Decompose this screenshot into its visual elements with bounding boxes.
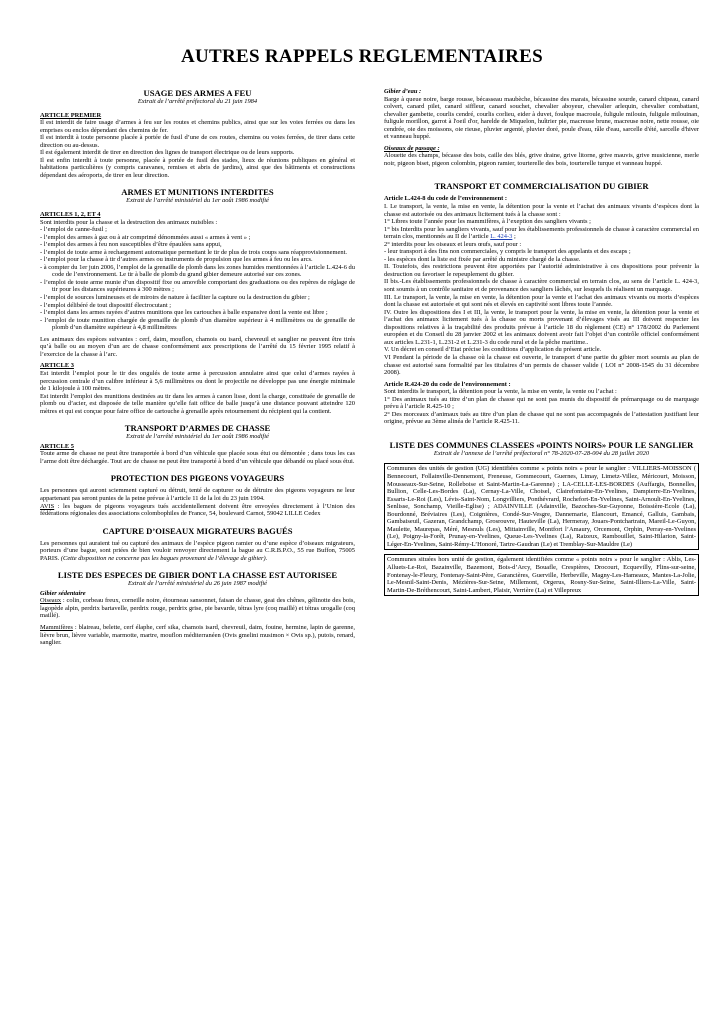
section-title-armes-a-feu: USAGE DES ARMES A FEU [143,88,252,98]
paragraph: Alouette des champs, bécasse des bois, caille des blés, grive draine, grive litorne, grive mauvis, grive musicienne, merle noir, pigeon biset, pigeon colombin, pigeon ramier, tourterelle des bois, tourterelle turque et vanneau huppé. [384,152,699,167]
list-item: - l’emploi de canne-fusil ; [40,226,107,234]
section-title-transport-gibier: TRANSPORT ET COMMERCIALISATION DU GIBIER [434,181,649,192]
list-item: - l’emploi pour la chasse à tir d’autres armes ou instruments de propulsion que les armes à feu ou les arcs. [40,256,313,264]
paragraph: VI Pendant la période de la chasse où la chasse est ouverte, le transport d’une partie du gibier mort soumis au plan de chasse est autorisé sans formalité par les titulaires d’un permis de chasser valide ( LOI n° 2008-1545 du 31 décembre 2008). [384,353,699,377]
paragraph: Il est interdit de faire usage d’armes à feu sur les routes et chemins publics, ainsi que sur les voies ferrées ou dans les emprises ou enclos dépendant des chemins de fer. [40,119,355,134]
section-source: Extrait de l’arrêté ministériel du 1er août 1986 modifié [126,197,269,205]
paragraph: 1° Libres toute l’année pour les mammifères, à l’exeption des sangliers vivants ; [384,218,591,226]
section-title-points-noirs: LISTE DES COMMUNES CLASSEES «POINTS NOIRS» POUR LE SANGLIER [389,439,694,450]
article-heading: Article R.424-20 du code de l’environnement : [384,380,511,388]
oiseaux-label: Oiseaux [40,597,62,605]
paragraph: Il est enfin interdit à toute personne, placée à portée de fusil des stades, lieux de réunions publiques en général et habitations particulières (y compris caravanes, remises et abris de jardins), ainsi que des bâtiments et constructions dépendant des aéroports, de tirer en leur direction. [40,156,355,179]
list-item: - l’emploi des armes à feu non susceptibles d’être épaulées sans appui, [40,241,222,249]
page-title: AUTRES RAPPELS REGLEMENTAIRES [180,46,544,67]
paragraph: Est interdit l’emploi des munitions destinées au tir dans les armes à canon lisse, dont la charge, constituée de grenaille de plomb ou d’acier, est disposée de telle manière qu’elle fait office de balle jusqu’à une distance pouvant atteindre 120 mètres et qui est conçue pour faire office de cartouche à grenaille après retournement du récipient qui la contient. [40,392,355,415]
paragraph: Il est également interdit de tirer en direction des lignes de transport électrique ou de leurs supports. [40,149,295,157]
list-item: - à compter du 1er juin 2006, l’emploi de la grenaille de plomb dans les zones humides mentionnées à l’article L.424-6 du code de l’environnement. Le tir à balle de plomb du grand gibier demeure autorisé sur ces zones. [40,263,355,279]
avis-label: AVIS [40,502,55,510]
mammiferes-label: Mammifères [40,623,73,631]
oiseaux-text: : colin, corbeau freux, corneille noire, étourneau sansonnet, faisan de chasse, geai des chênes, gélinotte des bois, lagopède alpin, perdrix bartavelle, perdrix rouge, perdrix grise, pie bavarde, tétras lyre (coq maillé) et tétras urogalle (coq maillé). [40,597,355,620]
section-source: Extrait de l’annexe de l’arrêté préfectoral n° 78-2020-07-28-004 du 28 juillet 2020 [433,449,650,457]
section-title-armes-munitions: ARMES ET MUNITIONS INTERDITES [121,187,274,198]
paragraph: - leur transport à des fins non commerciales, y compris le transport des appelants et des escaps ; [384,248,631,256]
paragraph: I. Le transport, la vente, la mise en vente, la détention pour la vente et l’achat des animaux vivants d’espèces dont la chasse est autorisée ou des animaux licitement tués à la chasse sont : [384,203,699,218]
section-source: Extrait de l’arrêté ministériel du 26 juin 1987 modifié [127,580,268,588]
bis-tail: ; [512,233,516,241]
article-link[interactable]: L. 424-3 [490,233,513,241]
article-heading: ARTICLE 5 [40,442,74,450]
paragraph: Sont interdits pour la chasse et la destruction des animaux nuisibles : [40,218,218,226]
article-heading: ARTICLE 3 [40,362,74,370]
paragraph [384,226,699,241]
paragraph: 2° interdits pour les oiseaux et leurs œufs, sauf pour : [384,240,522,248]
section-source: Extrait de l’arrêté ministériel du 1er août 1986 modifié [126,433,269,441]
article-heading: ARTICLE PREMIER [40,111,102,119]
paragraph: Barge à queue noire, barge rousse, bécasseau maubèche, bécassine des marais, bécassine sourde, canard chipeau, canard colvert, canard pilet, canard siffleur, canard souchet, chevalier aboyeur, chevalier arlequin, chevalier combattant, chevalier gambette, courlis cendré, courlis corlieu, eider à duvet, foulque macroule, fuligule milouin, fuligule milouinan, fuligule morillon, garrot à l'oeil d'or, harelde de Miquelon, huîtrier pie, macreuse brune, macreuse noire, nette rousse, oie cendrée, oie des moissons, oie rieuse, pluvier argenté, pluvier doré, poule d'eau, râle d'eau, sarcelle d'été, sarcelle d'hiver et vanneau huppé. [384,95,699,141]
paragraph [40,597,355,620]
subheading-oiseaux-passage: Oiseaux de passage : [384,144,440,152]
capture-note: (Cette disposition ne concerne pas les bagues provenant de l’élevage de gibier). [59,554,268,562]
paragraph: Toute arme de chasse ne peut être transportée à bord d’un véhicule que placée sous étui ou démontée ; dans tous les cas l’arme doit être déchargée. Tout arc de chasse ne peut être transporté à bord d’un véhicule que débandé ou placé sous étui. [40,450,355,465]
list-item: - l’emploi de toute munition chargée de grenaille de plomb d’un diamètre supérieur à 4 millimètres ou de grenaille de plomb d’un diamètre supérieur à 4,8 millimètres [40,316,355,332]
section-title-pigeons-voyageurs: PROTECTION DES PIGEONS VOYAGEURS [110,473,285,484]
section-title-oiseaux-bagues: CAPTURE D’OISEAUX MIGRATEURS BAGUÉS [102,525,293,536]
paragraph: Il est interdit à toute personne placée à portée de fusil d’une de ces routes, chemins ou voies ferrées, de tirer dans cette direction ou au-dessus. [40,134,355,149]
paragraph: V. Un décret en conseil d’Etat précise les conditions d’application du présent article. [384,346,602,354]
section-title-transport-armes: TRANSPORT D’ARMES DE CHASSE [124,423,271,434]
paragraph: IV. Outre les dispositions des I et III, la vente, le transport pour la vente, la mise en vente, la détention pour la vente et l’achat des animaux licitement tués à la chasse ou morts provenant d’élevages visés au III doivent respecter les dispositions relatives à la traçabilité des produits prévue à l’article 18 du règlement (CE) n° 178/2002 du Parlement européen et du Conseil du 28 janvier 2002 et les animaux doivent avoir fait l’objet d’un contrôle officiel conformément aux articles L.231-1, L.231-2 et L.231-3 du code rural et de la pêche maritime.. [384,308,699,346]
section-source: Extrait de l’arrêté préfectoral du 21 juin 1984 [137,98,258,105]
paragraph: Est interdit l’emploi pour le tir des ongulés de toute arme à percussion annulaire ainsi que celui d’armes rayées à percussion centrale d’un calibre inférieur à 5,6 millimètres ou dont le projectile ne développe pas une énergie minimale de 1 kilojoule à 100 mètres. [40,369,355,393]
avis-paragraph [40,503,355,518]
paragraph: II bis.-Les établissements professionnels de chasse à caractère commercial en terrain clos, au sens de l’article L. 424-3, sont soumis à un contrôle sanitaire et de provenance des sangliers lâchés, sur lesquels ils réalisent un marquage. [384,278,699,294]
paragraph: - les espèces dont la liste est fixée par arrêté du ministre chargé de la chasse. [384,255,581,263]
list-item: - l’emploi dans les armes rayées d’autres munitions que les cartouches à balle expansive dont la vente est libre ; [40,309,328,317]
bis-text: 1° bis Interdits pour les sangliers vivants, sauf pour les établissements professionnels de chasse à caractère commercial en terrain clos, mentionnés au II de l’article [384,225,699,241]
communes-ug-box: Communes des unités de gestion (UG) identifiées comme « points noirs » pour le sanglier : VILLIERS-MOISSON ( Bennecourt, Follainville-Dennemont, Freneuse, Gommecourt, Guernes, Limay, Limetz-Villez, Méricourt, Moisson, Mousseaux-Sur-Seine, Rolleboise et Saint-Martin-La-Garenne) ; LA-CELLE-LES-BORDES (Auffargis, Bonnelles, Bullion, Celle-Les-Bordes (La), Cernay-La-Ville, Choisel, Clairefontaine-En-Yvelines, Dampierre-En-Yvelines, Essarts-Le-Roi (Les), Lévis-Saint-Nom, Longvilliers, Ponthévrard, Rochefort-En-Yvelines, Saint-Arnoult-En-Yvelines, Senlisse, Sonchamp, Vieille-Eglise) ; ADAINVILLE (Adainville, Bazoches-Sur-Guyonne, Boissière-Ecole (La), Bourdonné, Bréviaires (Les), Coignières, Condé-Sur-Vesgre, Dannemarie, Elancourt, Emancé, Galluis, Gambais, Gambaiseuil, Gazeran, Grandchamp, Grosrouvre, Hauteville (La), Hermeray, Jouars-Pontchartrain, Mareil-Le-Guyon, Maulette, Maurepas, Méré, Mesnuls (Les), Mittainville, Montfort l’Amaury, Orcemont, Orphin, Perray-en-Yvelines (Le), Poigny-la-Forêt, Prunay-en-Yvelines, Queue-Les-Yvelines (La), Raizeux, Rambouillet, Saint-Hilarion, Saint-Léger-En-Yvelines, Saint-Rémy-L’Honoré, Tartre-Gaudran (Le) et Tremblay-Sur-Mauldre (Le) [384,463,699,550]
mammiferes-text: : blaireau, belette, cerf élaphe, cerf sika, chamois isard, chevreuil, daim, fouine, hermine, lapin de garenne, lièvre brun, lièvre variable, marmotte, martre, mouflon méditerranéen (Ovis gmelini musimon × Ovis sp.), putois, renard, sanglier. [40,623,355,647]
prohibited-list [40,226,355,332]
paragraph [40,624,355,647]
capture-text: Les personnes qui auraient tué ou capturé des animaux de l’espèce pigeon ramier ou d’une espèce d’oiseaux migrateurs, porteurs d’une bague, sont priées de bien vouloir renvoyer directement la bague au C.R.B.P.O., 55 rue Buffon, 75005 PARIS. [40,539,355,562]
avis-text: : les bagues de pigeons voyageurs tués accidentellement doivent être envoyées directement à l’Union des fédérations régionales des associations colombophiles de France, 54, boulevard Carnot, 59042 LILLE Cedex [40,502,355,518]
paragraph: 2° Des morceaux d’animaux tués au titre d’un plan de chasse qui ne sont pas accompagnés de l’attestation justifiant leur origine, prévue au 3ème alinéa de l’article R.425-11. [384,410,699,426]
subheading-gibier-eau: Gibier d’eau : [384,88,422,95]
list-item: - l’emploi de sources lumineuses et de miroirs de nature à faciliter la capture ou la destruction du gibier ; [40,294,310,302]
list-item: - l’emploi de toute arme munie d’un dispositif fixe ou amovible comportant des graduations ou des repères de réglage de tir pour les distances supérieures à 300 mètres ; [40,278,355,294]
list-item: - l’emploi délibéré de tout dispositif électrocutant ; [40,301,172,309]
section-title-especes-gibier: LISTE DES ESPECES DE GIBIER DONT LA CHASSE EST AUTORISEE [57,570,338,581]
paragraph: Les personnes qui auront sciemment capturé ou détruit, tenté de capturer ou de détruire des pigeons voyageurs ne leur appartenant pas seront punies de la peine prévue à l’article 11 de la loi du 23 juin 1994. [40,487,355,502]
left-column [40,88,355,647]
paragraph: III. Le transport, la vente, la mise en vente, la détention pour la vente et l’achat des animaux vivants ou morts d’espèces dont la chasse est autorisée et qui sont nés et élevés en captivité sont libres toute l’année. [384,293,699,309]
subheading-gibier-sedentaire: Gibier sédentaire [40,589,86,597]
right-column [384,88,699,596]
article-heading: Article L.424-8 du code de l’environnement : [384,195,508,203]
paragraph: II. Toutefois, des restrictions peuvent être apportées par l’autorité administrative à ces dispositions pour prévenir la destruction ou favoriser le repeuplement du gibier. [384,263,699,278]
list-item: - l’emploi de toute arme à rechargement automatique permettant le tir de plus de trois coups sans réapprovisionnement. [40,248,347,256]
paragraph: Les animaux des espèces suivantes : cerf, daim, mouflon, chamois ou isard, chevreuil et sanglier ne peuvent être tirés qu’à balle ou au moyen d’un arc de chasse conformément aux prescriptions de l’arrêté du 15 février 1995 relatif à l’exercice de la chasse à l’arc. [40,335,355,358]
communes-hors-ug-box: Communes situées hors unité de gestion, également identifiées comme « points noirs » pour le sanglier : Ablis, Les-Alluets-Le-Roi, Bazainville, Bazemont, Bois-d’Arcy, Bouafle, Crespières, Drocourt, Ecquevilly, Flins-sur-seine, Fontenay-le-Fleury, Fontenay-Saint-Père, Garancières, Guerville, Herbeville, Magny-Les-Hameaux, Mantes-La-Jolie, Le-Mesnil-Saint-Denis, Mézières-Sur-Seine, Millemont, Orgerus, Rosny-Sur-Seine, Saint-Illiers-La-Ville, Saint-Martin-De-Bréthencourt, Saint-Lambert, Plaisir, Verrière (La) et Villepreux [384,554,699,596]
paragraph: 1° Des animaux tués au titre d’un plan de chasse qui ne sont pas munis du dispositif de prémarquage ou de marquage prévu à l’article R.425-10 ; [384,395,699,411]
paragraph: Sont interdits le transport, la détention pour la vente, la mise en vente, la vente ou l’achat : [384,388,617,396]
list-item: - l’emploi des armes à gaz ou à air comprimé dénommées aussi « armes à vent » ; [40,233,251,241]
paragraph [40,540,355,563]
article-heading: ARTICLES 1, 2, ET 4 [40,211,101,219]
